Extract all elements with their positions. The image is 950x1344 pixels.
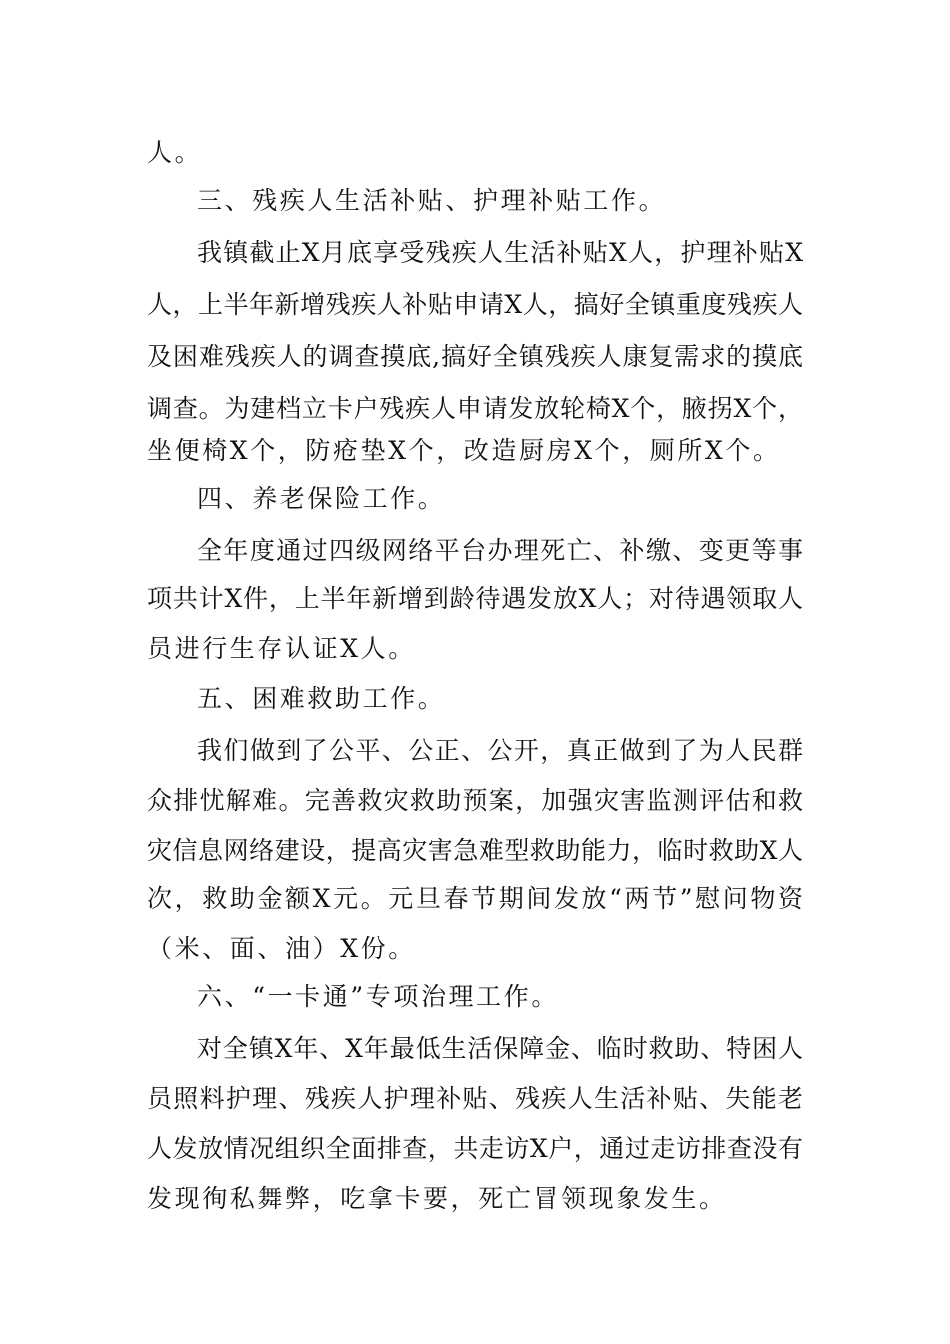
paragraph-line: 人。 (147, 138, 203, 167)
section-heading-5: 五、困难救助工作。 (197, 684, 446, 713)
paragraph-line: 人，上半年新增残疾人补贴申请X人，搞好全镇重度残疾人 (147, 290, 803, 319)
paragraph-line: 人发放情况组织全面排查，共走访X户，通过走访排查没有 (147, 1134, 803, 1163)
paragraph-line: 坐便椅X个，防疮垫X个，改造厨房X个，厕所X个。 (147, 436, 781, 465)
section-heading-6: 六、“一卡通”专项治理工作。 (197, 982, 559, 1011)
paragraph-line: 及困难残疾人的调查摸底,搞好全镇残疾人康复需求的摸底 (147, 342, 803, 371)
paragraph-line: （米、面、油）X份。 (147, 934, 416, 963)
paragraph-line: 调查。为建档立卡户残疾人申请发放轮椅X个，腋拐X个， (147, 394, 803, 423)
section-heading-3: 三、残疾人生活补贴、护理补贴工作。 (197, 186, 667, 215)
paragraph-line: 全年度通过四级网络平台办理死亡、补缴、变更等事 (197, 536, 803, 565)
paragraph-line: 我们做到了公平、公正、公开，真正做到了为人民群 (197, 736, 803, 765)
paragraph-line: 我镇截止X月底享受残疾人生活补贴X人，护理补贴X (197, 238, 803, 267)
paragraph-line: 项共计X件，上半年新增到龄待遇发放X人；对待遇领取人 (147, 584, 803, 613)
paragraph-line: 员照料护理、残疾人护理补贴、残疾人生活补贴、失能老 (147, 1084, 803, 1113)
paragraph-line: 次，救助金额X元。元旦春节期间发放“两节”慰问物资 (147, 884, 803, 913)
section-heading-4: 四、养老保险工作。 (197, 484, 446, 513)
paragraph-line: 员进行生存认证X人。 (147, 634, 416, 663)
paragraph-line: 发现徇私舞弊，吃拿卡要，死亡冒领现象发生。 (147, 1184, 727, 1213)
paragraph-line: 对全镇X年、X年最低生活保障金、临时救助、特困人 (197, 1034, 803, 1063)
paragraph-line: 众排忧解难。完善救灾救助预案，加强灾害监测评估和救 (147, 786, 803, 815)
paragraph-line: 灾信息网络建设，提高灾害急难型救助能力，临时救助X人 (147, 836, 803, 865)
